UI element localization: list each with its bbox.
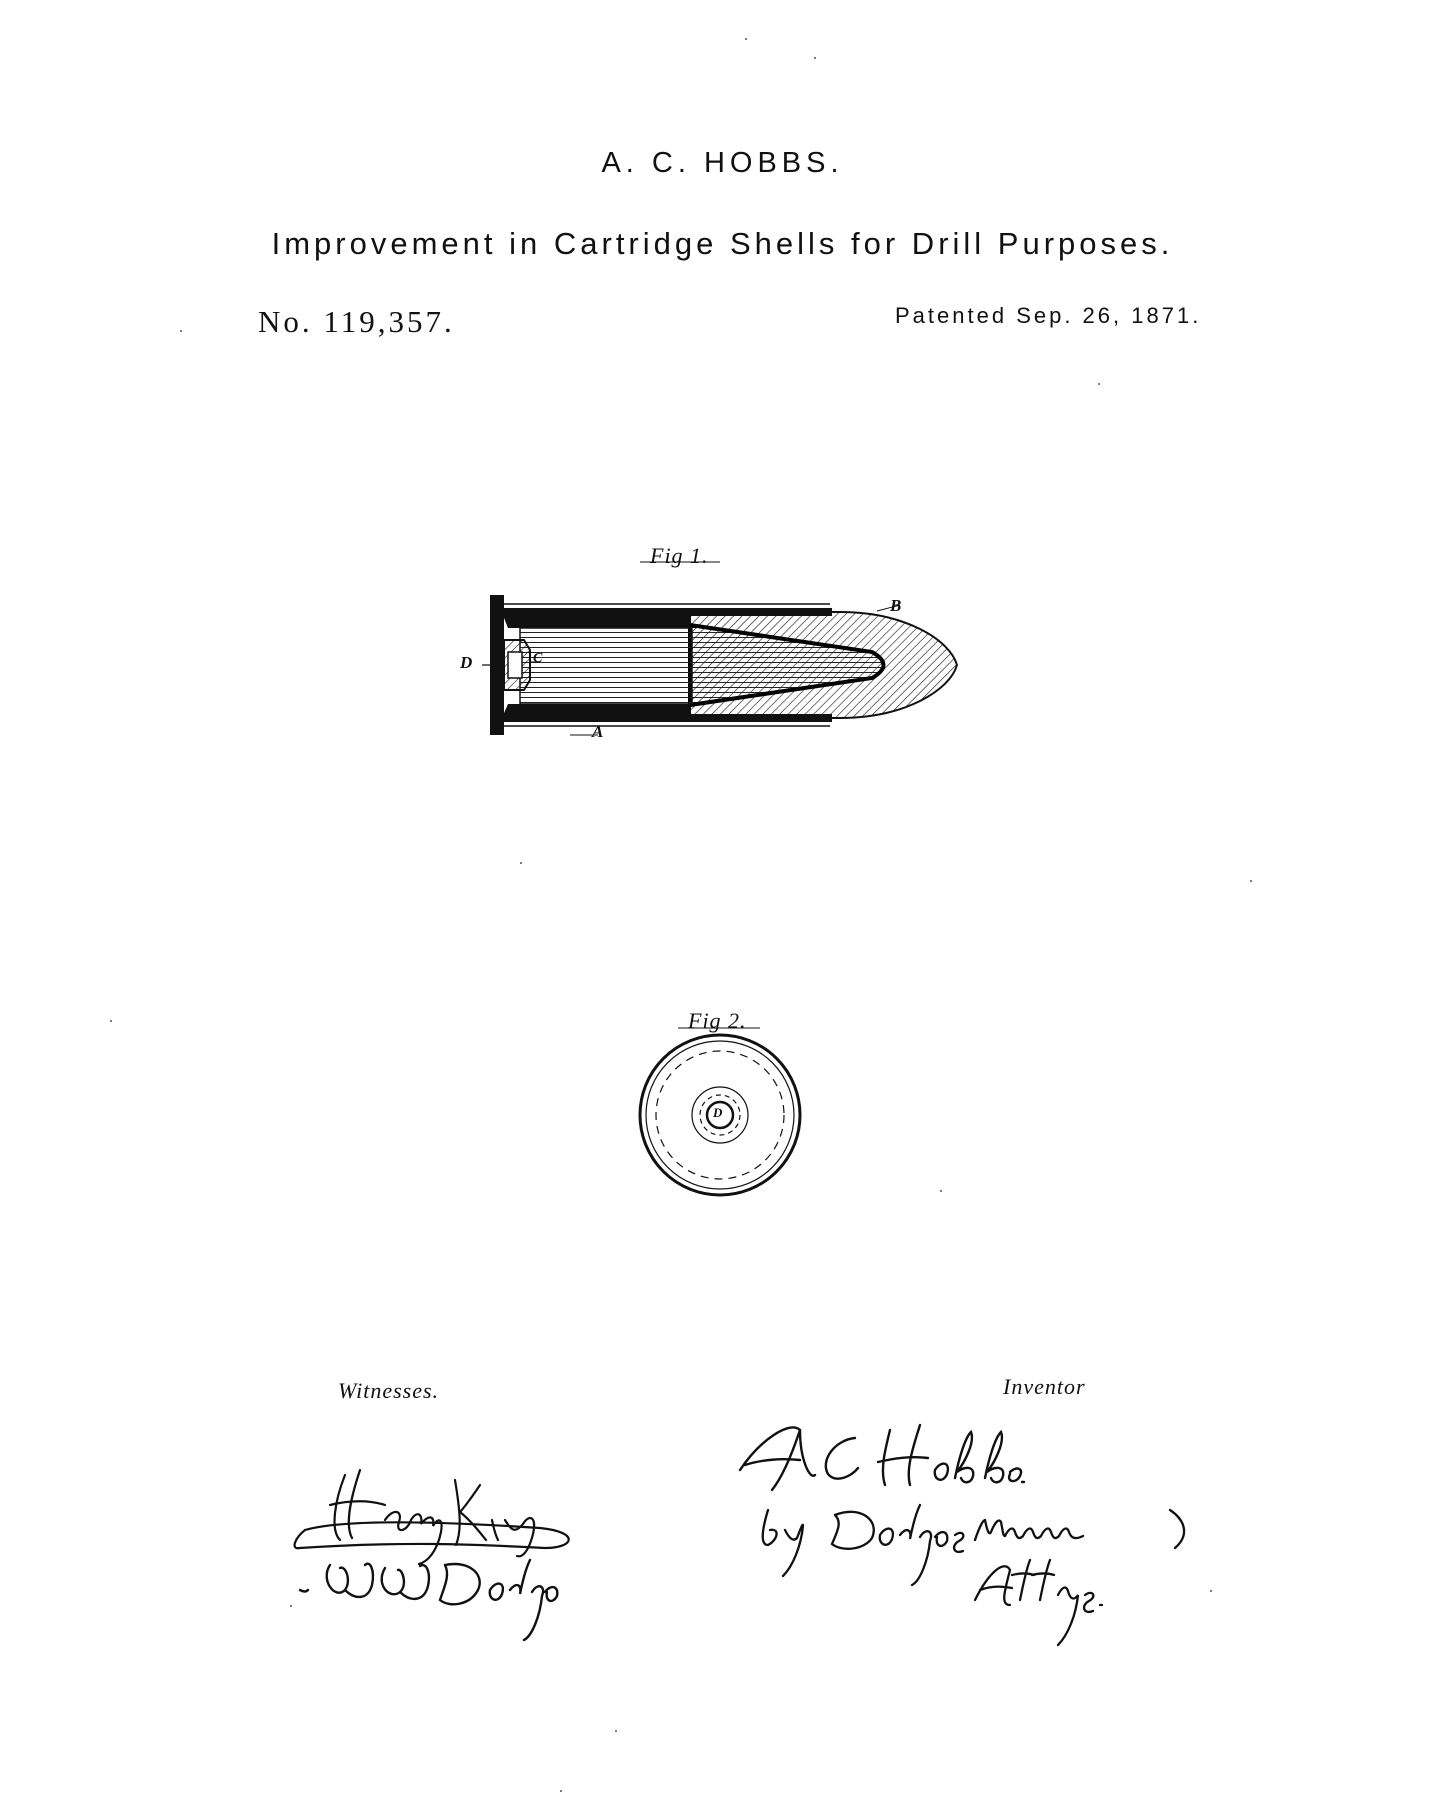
scan-speck [814, 57, 816, 59]
scan-speck [180, 330, 182, 332]
fig2-label: Fig 2. [688, 1008, 747, 1033]
patent-date: Patented Sep. 26, 1871. [895, 303, 1202, 328]
scan-speck [1250, 880, 1252, 882]
fig2-part-label-d: D [713, 1105, 723, 1120]
part-label-d: D [460, 653, 473, 672]
fig1-label: Fig 1. [650, 543, 709, 568]
witness-signature-harry-king [295, 1470, 569, 1564]
scan-speck [290, 1605, 292, 1607]
inventor-signature-a-c-hobbs [740, 1425, 1024, 1490]
attorney-title-handwritten [975, 1560, 1102, 1645]
scan-speck [520, 862, 522, 864]
witness-signature-w-w-dodge [300, 1560, 557, 1640]
inventor-heading: Inventor [1003, 1374, 1086, 1399]
part-label-c: C [533, 651, 543, 666]
attorney-signature-dodge-munn [763, 1505, 1184, 1585]
part-label-a: A [592, 722, 604, 741]
scan-speck [1098, 383, 1100, 385]
scan-speck [1210, 1590, 1212, 1592]
scan-speck [560, 1790, 562, 1792]
scan-speck [940, 1190, 942, 1192]
patent-number: No. 119,357. [258, 304, 455, 339]
scan-speck [745, 38, 747, 40]
part-label-b: B [890, 596, 902, 615]
witnesses-heading: Witnesses. [338, 1378, 440, 1403]
scan-speck [615, 1730, 617, 1732]
patent-title: Improvement in Cartridge Shells for Drill Purposes. [271, 226, 1174, 261]
scan-speck [110, 1020, 112, 1022]
inventor-name-heading: A. C. HOBBS. [601, 147, 844, 179]
